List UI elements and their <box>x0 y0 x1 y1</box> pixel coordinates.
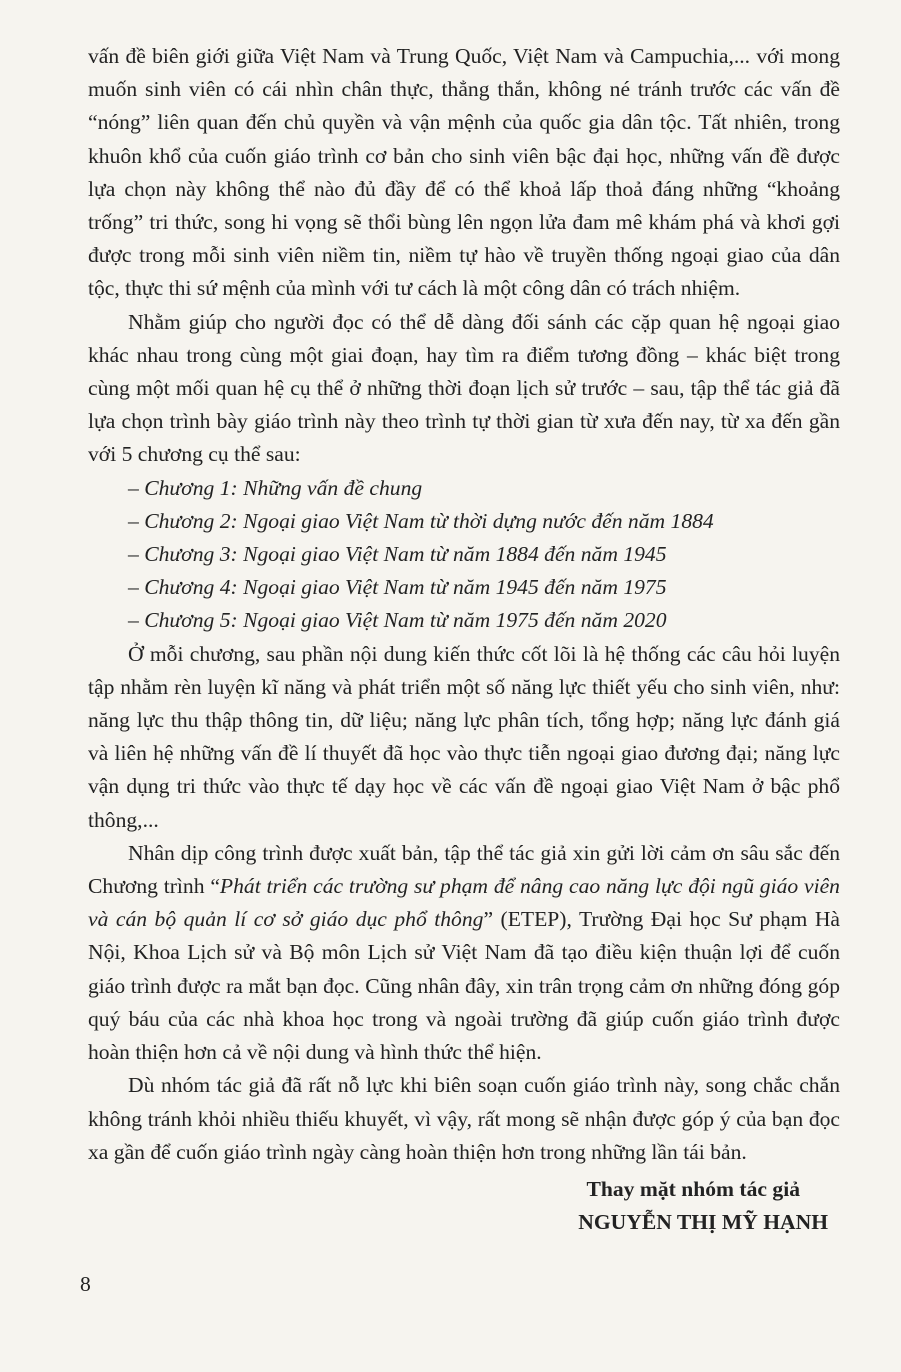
ack-text-start: Nhân dịp công trình được xuất bản, tập thể tác giả xin gửi lời cảm ơn sâu sắc đến Chương trình “ <box>88 840 840 899</box>
chapter-item-1: – Chương 1: Những vấn đề chung <box>128 475 423 500</box>
paragraph-exercises: Ở mỗi chương, sau phần nội dung kiến thức cốt lõi là hệ thống các câu hỏi luyện tập nhằm rèn luyện kĩ năng và phát triển một số năng lực thiết yếu cho sinh viên, như: năng lực thu thập thông tin, dữ liệu; năng lực phân tích, tổng hợp; năng lực đánh giá và liên hệ những vấn đề lí thuyết đã học vào thực tiễn ngoại giao đương đại; năng lực vận dụng tri thức vào thực tế dạy học về các vấn đề ngoại giao Việt Nam ở bậc phổ thông,... <box>88 641 840 832</box>
paragraph-acknowledgement <box>88 837 840 1069</box>
chapter-item-3: – Chương 3: Ngoại giao Việt Nam từ năm 1884 đến năm 1945 <box>128 542 667 567</box>
signature-author: NGUYỄN THỊ MỸ HẠNH <box>578 1210 828 1235</box>
signature-role: Thay mặt nhóm tác giả <box>586 1176 800 1201</box>
signature-block <box>88 1173 840 1239</box>
chapter-item-2: – Chương 2: Ngoại giao Việt Nam từ thời dựng nước đến năm 1884 <box>128 508 714 533</box>
chapter-list <box>88 472 840 638</box>
paragraph-intro-continued: vấn đề biên giới giữa Việt Nam và Trung Quốc, Việt Nam và Campuchia,... với mong muốn sinh viên có cái nhìn chân thực, thẳng thắn, không né tránh trước các vấn đề “nóng” liên quan đến chủ quyền và vận mệnh của quốc gia dân tộc. Tất nhiên, trong khuôn khổ của cuốn giáo trình cơ bản cho sinh viên bậc đại học, những vấn đề được lựa chọn này không thể nào đủ đầy để có thể khoả lấp thoả đáng những “khoảng trống” tri thức, song hi vọng sẽ thổi bùng lên ngọn lửa đam mê khám phá và khơi gợi được trong mỗi sinh viên niềm tin, niềm tự hào về truyền thống ngoại giao của dân tộc, thực thi sứ mệnh của mình với tư cách là một công dân có trách nhiệm. <box>88 44 840 301</box>
page-body <box>88 40 840 1239</box>
page-number: 8 <box>80 1272 91 1296</box>
chapter-item-4: – Chương 4: Ngoại giao Việt Nam từ năm 1945 đến năm 1975 <box>128 575 667 600</box>
paragraph-structure: Nhằm giúp cho người đọc có thể dễ dàng đối sánh các cặp quan hệ ngoại giao khác nhau trong cùng một giai đoạn, hay tìm ra điểm tương đồng – khác biệt trong cùng một mối quan hệ cụ thể ở những thời đoạn lịch sử trước – sau, tập thể tác giả đã lựa chọn trình bày giáo trình này theo trình tự thời gian từ xưa đến nay, từ xa đến gần với 5 chương cụ thể sau: <box>88 309 840 467</box>
ack-program-name: Phát triển các trường sư phạm để nâng cao năng lực đội ngũ giáo viên và cán bộ quản lí cơ sở giáo dục phổ thông <box>88 874 840 932</box>
chapter-item-5: – Chương 5: Ngoại giao Việt Nam từ năm 1975 đến năm 2020 <box>128 608 667 633</box>
paragraph-closing: Dù nhóm tác giả đã rất nỗ lực khi biên soạn cuốn giáo trình này, song chắc chắn không tránh khỏi nhiều thiếu khuyết, vì vậy, rất mong sẽ nhận được góp ý của bạn đọc xa gần để cuốn giáo trình ngày càng hoàn thiện hơn trong những lần tái bản. <box>88 1073 840 1164</box>
ack-text-end: ” (ETEP), Trường Đại học Sư phạm Hà Nội, Khoa Lịch sử và Bộ môn Lịch sử Việt Nam đã tạo điều kiện thuận lợi để cuốn giáo trình được ra mắt bạn đọc. Cũng nhân đây, xin trân trọng cảm ơn những đóng góp quý báu của các nhà khoa học trong và ngoài trường đã giúp cuốn giáo trình được hoàn thiện hơn cả về nội dung và hình thức thể hiện. <box>88 907 840 1065</box>
